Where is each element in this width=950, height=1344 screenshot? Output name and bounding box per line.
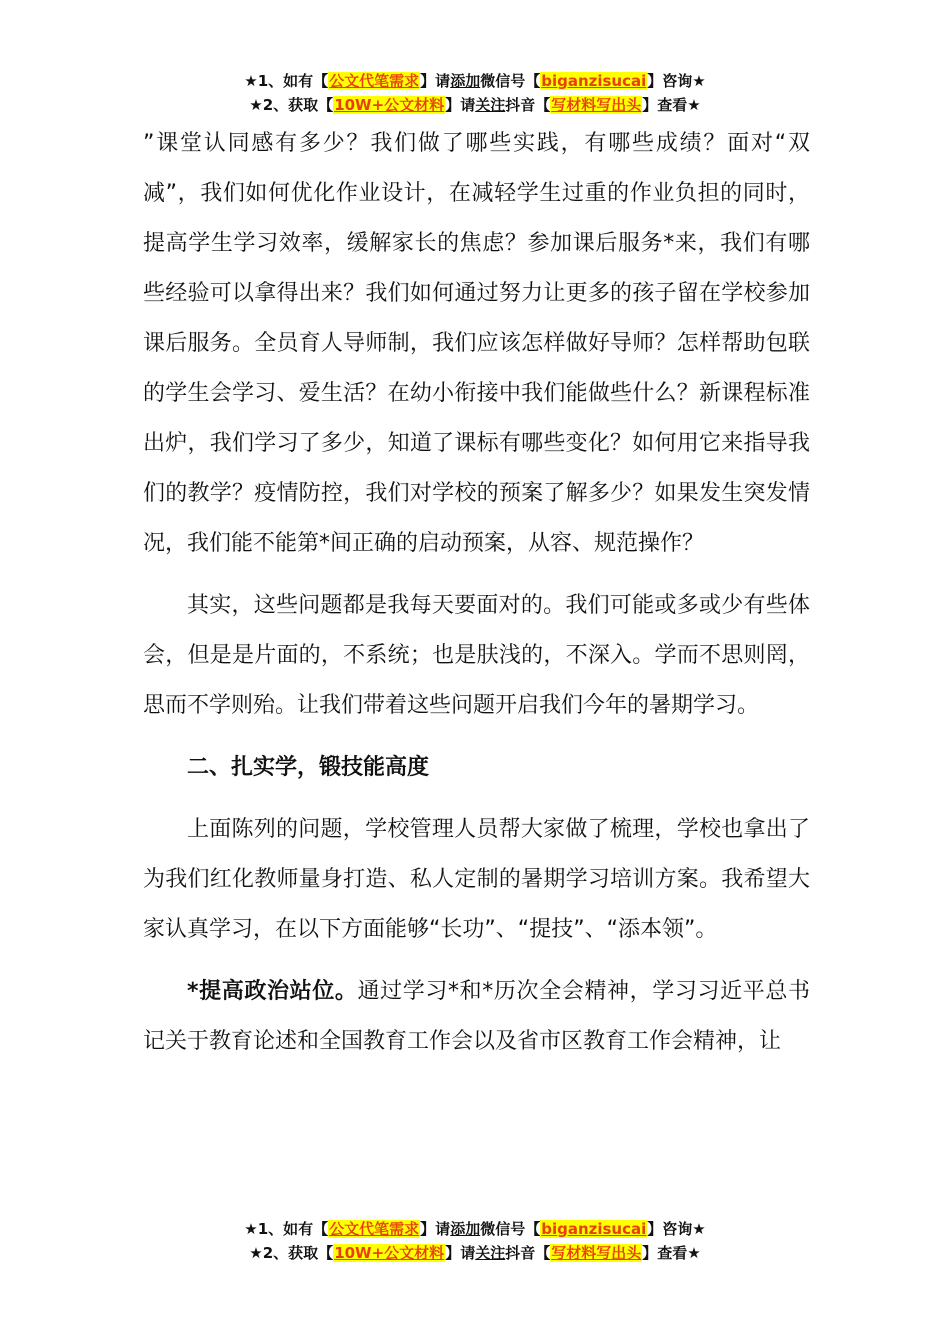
- ad-line-1: [0, 69, 950, 93]
- ad-line-2-suffix: 】查看★: [642, 1244, 701, 1262]
- document-body: [143, 119, 810, 1067]
- ad-line-1-highlight-wechat: biganzisucai: [541, 72, 647, 90]
- ad-line-1-mid: 】请: [420, 1220, 451, 1238]
- ad-line-1-mid: 】请: [420, 72, 451, 90]
- ad-line-1-suffix: 】咨询★: [647, 1220, 706, 1238]
- ad-line-1-highlight-service: 公文代笔需求: [329, 72, 420, 90]
- ad-line-1-mid2: 微信号【: [480, 1220, 541, 1238]
- ad-line-2-highlight-douyin: 写材料写出头: [551, 96, 642, 114]
- paragraph-political-stance: [143, 967, 810, 1067]
- ad-line-2-mid: 】请: [445, 96, 476, 114]
- ad-line-1-suffix: 】咨询★: [647, 72, 706, 90]
- ad-line-2-suffix: 】查看★: [642, 96, 701, 114]
- ad-line-1-prefix: ★1、如有【: [244, 1220, 329, 1238]
- paragraph-lead-rest: 通过学习*和*历次全会精神，学习习近平总书记关于教育论述和全国教育工作会以及省市区教育工作会精神，让: [143, 979, 810, 1054]
- ad-line-2-mid2: 抖音【: [505, 1244, 551, 1262]
- bottom-ad-banner: [0, 1217, 950, 1265]
- top-ad-banner: [0, 69, 950, 117]
- ad-line-2-highlight-douyin: 写材料写出头: [551, 1244, 642, 1262]
- ad-line-2-underlined: 关注: [475, 96, 506, 114]
- ad-line-2-prefix: ★2、获取【: [249, 1244, 334, 1262]
- ad-line-1-prefix: ★1、如有【: [244, 72, 329, 90]
- ad-line-1-underlined: 添加: [450, 72, 481, 90]
- paragraph-lead-bold: *提高政治站位。: [187, 979, 358, 1004]
- ad-line-2-mid2: 抖音【: [505, 96, 551, 114]
- ad-line-1-highlight-wechat: biganzisucai: [541, 1220, 647, 1238]
- paragraph-training-plan: 上面陈列的问题，学校管理人员帮大家做了梳理，学校也拿出了为我们红化教师量身打造、私人定制的暑期学习培训方案。我希望大家认真学习，在以下方面能够“长功”、“提技”、“添本领”。: [143, 817, 810, 942]
- ad-line-2: [0, 93, 950, 117]
- ad-line-2: [0, 1241, 950, 1265]
- ad-line-1-highlight-service: 公文代笔需求: [329, 1220, 420, 1238]
- ad-line-2-prefix: ★2、获取【: [249, 96, 334, 114]
- section-heading: 二、扎实学，锻技能高度: [187, 755, 430, 780]
- ad-line-2-underlined: 关注: [475, 1244, 506, 1262]
- ad-line-2-mid: 】请: [445, 1244, 476, 1262]
- paragraph-questions: ”课堂认同感有多少？我们做了哪些实践，有哪些成绩？面对“双减”，我们如何优化作业设计，在减轻学生过重的作业负担的同时，提高学生学习效率，缓解家长的焦虑？参加课后服务*来，我们有哪些经验可以拿得出来？我们如何通过努力让更多的孩子留在学校参加课后服务。全员育人导师制，我们应该怎样做好导师？怎样帮助包联的学生会学习、爱生活？在幼小衔接中我们能做些什么？新课程标准出炉，我们学习了多少，知道了课标有哪些变化？如何用它来指导我们的教学？疫情防控，我们对学校的预案了解多少？如果发生突发情况，我们能不能第*间正确的启动预案，从容、规范操作？: [143, 131, 810, 556]
- ad-line-1-mid2: 微信号【: [480, 72, 541, 90]
- ad-line-1: [0, 1217, 950, 1241]
- ad-line-2-highlight-materials: 10W+公文材料: [334, 96, 445, 114]
- ad-line-1-underlined: 添加: [450, 1220, 481, 1238]
- paragraph-reflection: 其实，这些问题都是我每天要面对的。我们可能或多或少有些体会，但是是片面的，不系统；也是肤浅的，不深入。学而不思则罔，思而不学则殆。让我们带着这些问题开启我们今年的暑期学习。: [143, 593, 810, 718]
- ad-line-2-highlight-materials: 10W+公文材料: [334, 1244, 445, 1262]
